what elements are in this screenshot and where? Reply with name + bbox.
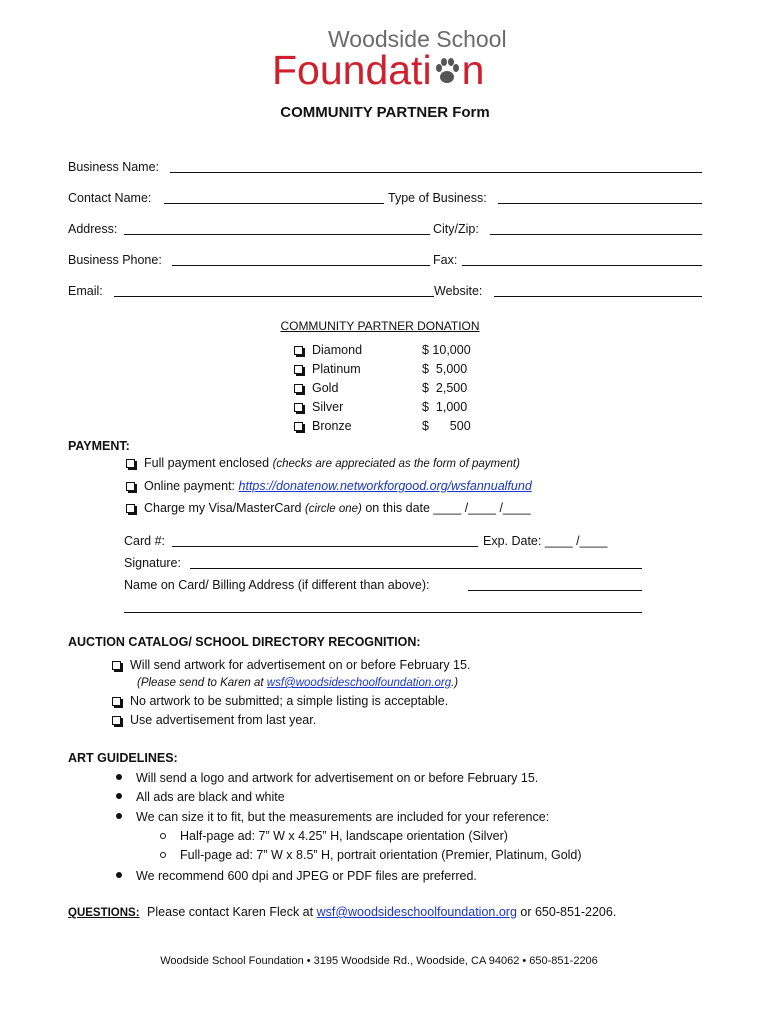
bullet-icon	[116, 872, 122, 878]
checkbox-icon[interactable]	[112, 697, 121, 706]
donation-heading: COMMUNITY PARTNER DONATION	[280, 319, 480, 333]
card-number-field[interactable]	[172, 546, 478, 547]
website-label: Website:	[434, 284, 483, 298]
questions-label: QUESTIONS:	[68, 907, 140, 919]
donation-level-diamond[interactable]: Diamond $ 10,000	[294, 342, 484, 361]
email-field[interactable]	[114, 296, 434, 297]
footer: Woodside School Foundation • 3195 Woodside Rd., Woodside, CA 94062 • 650-851-2206	[160, 955, 598, 967]
paw-icon	[432, 48, 462, 78]
art-sub-bullet-2: Full-page ad: 7” W x 8.5” H, portrait orientation (Premier, Platinum, Gold)	[160, 847, 582, 863]
art-bullet-1: Will send a logo and artwork for advertisement on or before February 15.	[116, 770, 538, 786]
contact-name-field[interactable]	[164, 203, 384, 204]
checkbox-icon[interactable]	[126, 482, 135, 491]
business-phone-label: Business Phone:	[68, 253, 162, 267]
auction-option-last-year[interactable]: Use advertisement from last year.	[112, 712, 316, 728]
logo-line2-b: n	[461, 47, 485, 93]
circle-bullet-icon	[160, 852, 166, 858]
logo-line2-a: Foundati	[272, 47, 432, 93]
exp-date-label: Exp. Date: ____ /____	[483, 534, 608, 548]
circle-bullet-icon	[160, 833, 166, 839]
art-heading: ART GUIDELINES:	[68, 751, 178, 765]
business-name-label: Business Name:	[68, 160, 160, 174]
business-phone-field[interactable]	[172, 265, 430, 266]
checkbox-icon[interactable]	[126, 459, 135, 468]
auction-note: (Please send to Karen at wsf@woodsideschoolfoundation.org.)	[137, 677, 459, 689]
payment-option-online[interactable]: Online payment: https://donatenow.networkforgood.org/wsfannualfund	[126, 478, 532, 494]
donation-level-gold[interactable]: Gold $ 2,500	[294, 380, 484, 399]
fax-label: Fax:	[433, 253, 458, 267]
checkbox-icon[interactable]	[294, 403, 303, 412]
website-field[interactable]	[494, 296, 702, 297]
bullet-icon	[116, 774, 122, 780]
logo-line1: Woodside School	[328, 26, 507, 52]
billing-address-field[interactable]	[124, 612, 642, 613]
contact-name-label: Contact Name:	[68, 191, 152, 205]
art-bullet-4: We recommend 600 dpi and JPEG or PDF files are preferred.	[116, 868, 477, 884]
business-name-field[interactable]	[170, 172, 702, 173]
checkbox-icon[interactable]	[294, 384, 303, 393]
checkbox-icon[interactable]	[126, 504, 135, 513]
checkbox-icon[interactable]	[112, 716, 121, 725]
checkbox-icon[interactable]	[294, 365, 303, 374]
type-of-business-label: Type of Business:	[388, 191, 487, 205]
form-title: COMMUNITY PARTNER Form	[280, 104, 490, 121]
name-on-card-field[interactable]	[468, 590, 642, 591]
checkbox-icon[interactable]	[294, 422, 303, 431]
address-label: Address:	[68, 222, 118, 236]
bullet-icon	[116, 793, 122, 799]
art-bullet-3: We can size it to fit, but the measurements are included for your reference:	[116, 809, 549, 825]
questions-line: QUESTIONS: Please contact Karen Fleck at wsf@woodsideschoolfoundation.org or 650-851-2206.	[68, 905, 617, 919]
art-sub-bullet-1: Half-page ad: 7” W x 4.25” H, landscape orientation (Silver)	[160, 828, 508, 844]
fax-field[interactable]	[462, 265, 702, 266]
address-field[interactable]	[124, 234, 430, 235]
checkbox-icon[interactable]	[112, 661, 121, 670]
donation-level-silver[interactable]: Silver $ 1,000	[294, 399, 484, 418]
donation-levels	[294, 342, 484, 437]
auction-option-listing[interactable]: No artwork to be submitted; a simple listing is acceptable.	[112, 693, 448, 709]
bullet-icon	[116, 813, 122, 819]
questions-email-link[interactable]: wsf@woodsideschoolfoundation.org	[316, 905, 517, 919]
email-label: Email:	[68, 284, 103, 298]
payment-heading: PAYMENT:	[68, 439, 130, 453]
donation-level-platinum[interactable]: Platinum $ 5,000	[294, 361, 484, 380]
donation-level-bronze[interactable]: Bronze $ 500	[294, 418, 484, 437]
auction-email-link[interactable]: wsf@woodsideschoolfoundation.org	[266, 677, 452, 689]
type-of-business-field[interactable]	[498, 203, 702, 204]
art-bullet-2: All ads are black and white	[116, 789, 285, 805]
payment-option-full[interactable]: Full payment enclosed (checks are appreciated as the form of payment)	[126, 455, 520, 472]
auction-heading: AUCTION CATALOG/ SCHOOL DIRECTORY RECOGNITION:	[68, 635, 421, 649]
auction-option-artwork[interactable]: Will send artwork for advertisement on or before February 15.	[112, 657, 470, 673]
card-number-label: Card #:	[124, 534, 165, 548]
city-zip-field[interactable]	[490, 234, 702, 235]
donate-link[interactable]: https://donatenow.networkforgood.org/wsfannualfund	[238, 479, 532, 493]
payment-option-card[interactable]: Charge my Visa/MasterCard (circle one) on this date ____ /____ /____	[126, 500, 531, 517]
city-zip-label: City/Zip:	[433, 222, 479, 236]
logo	[272, 26, 507, 96]
checkbox-icon[interactable]	[294, 346, 303, 355]
name-on-card-label: Name on Card/ Billing Address (if different than above):	[124, 578, 430, 592]
signature-field[interactable]	[190, 568, 642, 569]
signature-label: Signature:	[124, 556, 181, 570]
